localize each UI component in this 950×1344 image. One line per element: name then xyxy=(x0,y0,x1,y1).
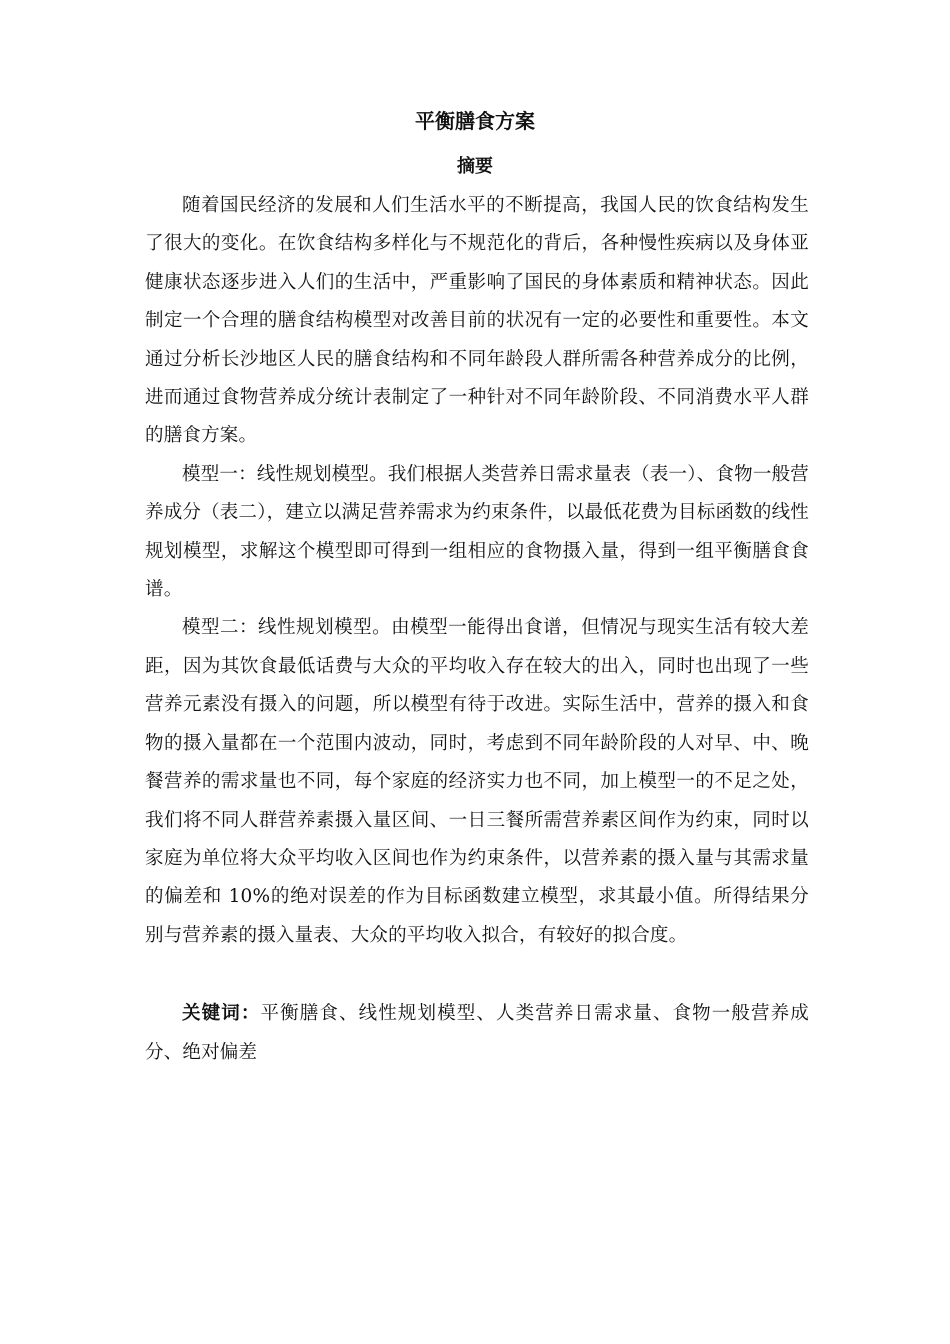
keywords-label: 关键词： xyxy=(182,1003,261,1025)
paper-title: 平衡膳食方案 xyxy=(415,109,535,133)
abstract-paragraph-model-one: 模型一：线性规划模型。我们根据人类营养日需求量表（表一）、食物一般营养成分（表二），建立以满足营养需求为约束条件，以最低花费为目标函数的线性规划模型，求解这个模型即可得到一组相应的食物摄入量，得到一组平衡膳食食谱。 xyxy=(145,463,809,601)
abstract-heading: 摘要 xyxy=(457,156,493,177)
keywords-line xyxy=(145,995,809,1072)
abstract-paragraph-intro: 随着国民经济的发展和人们生活水平的不断提高，我国人民的饮食结构发生了很大的变化。在饮食结构多样化与不规范化的背后，各种慢性疾病以及身体亚健康状态逐步进入人们的生活中，严重影响了国民的身体素质和精神状态。因此制定一个合理的膳食结构模型对改善目前的状况有一定的必要性和重要性。本文通过分析长沙地区人民的膳食结构和不同年龄段人群所需各种营养成分的比例，进而通过食物营养成分统计表制定了一种针对不同年龄阶段、不同消费水平人群的膳食方案。 xyxy=(145,195,809,447)
abstract-paragraph-model-two: 模型二：线性规划模型。由模型一能得出食谱，但情况与现实生活有较大差距，因为其饮食最低话费与大众的平均收入存在较大的出入，同时也出现了一些营养元素没有摄入的问题，所以模型有待于改进。实际生活中，营养的摄入和食物的摄入量都在一个范围内波动，同时，考虑到不同年龄阶段的人对早、中、晚餐营养的需求量也不同，每个家庭的经济实力也不同，加上模型一的不足之处，我们将不同人群营养素摄入量区间、一日三餐所需营养素区间作为约束，同时以家庭为单位将大众平均收入区间也作为约束条件，以营养素的摄入量与其需求量的偏差和 10%的绝对误差的作为目标函数建立模型，求其最小值。所得结果分别与营养素的摄入量表、大众的平均收入拟合，有较好的拟合度。 xyxy=(145,617,809,946)
abstract-body xyxy=(145,187,809,1072)
keywords-text: 平衡膳食、线性规划模型、人类营养日需求量、食物一般营养成分、绝对偏差 xyxy=(145,1003,809,1063)
